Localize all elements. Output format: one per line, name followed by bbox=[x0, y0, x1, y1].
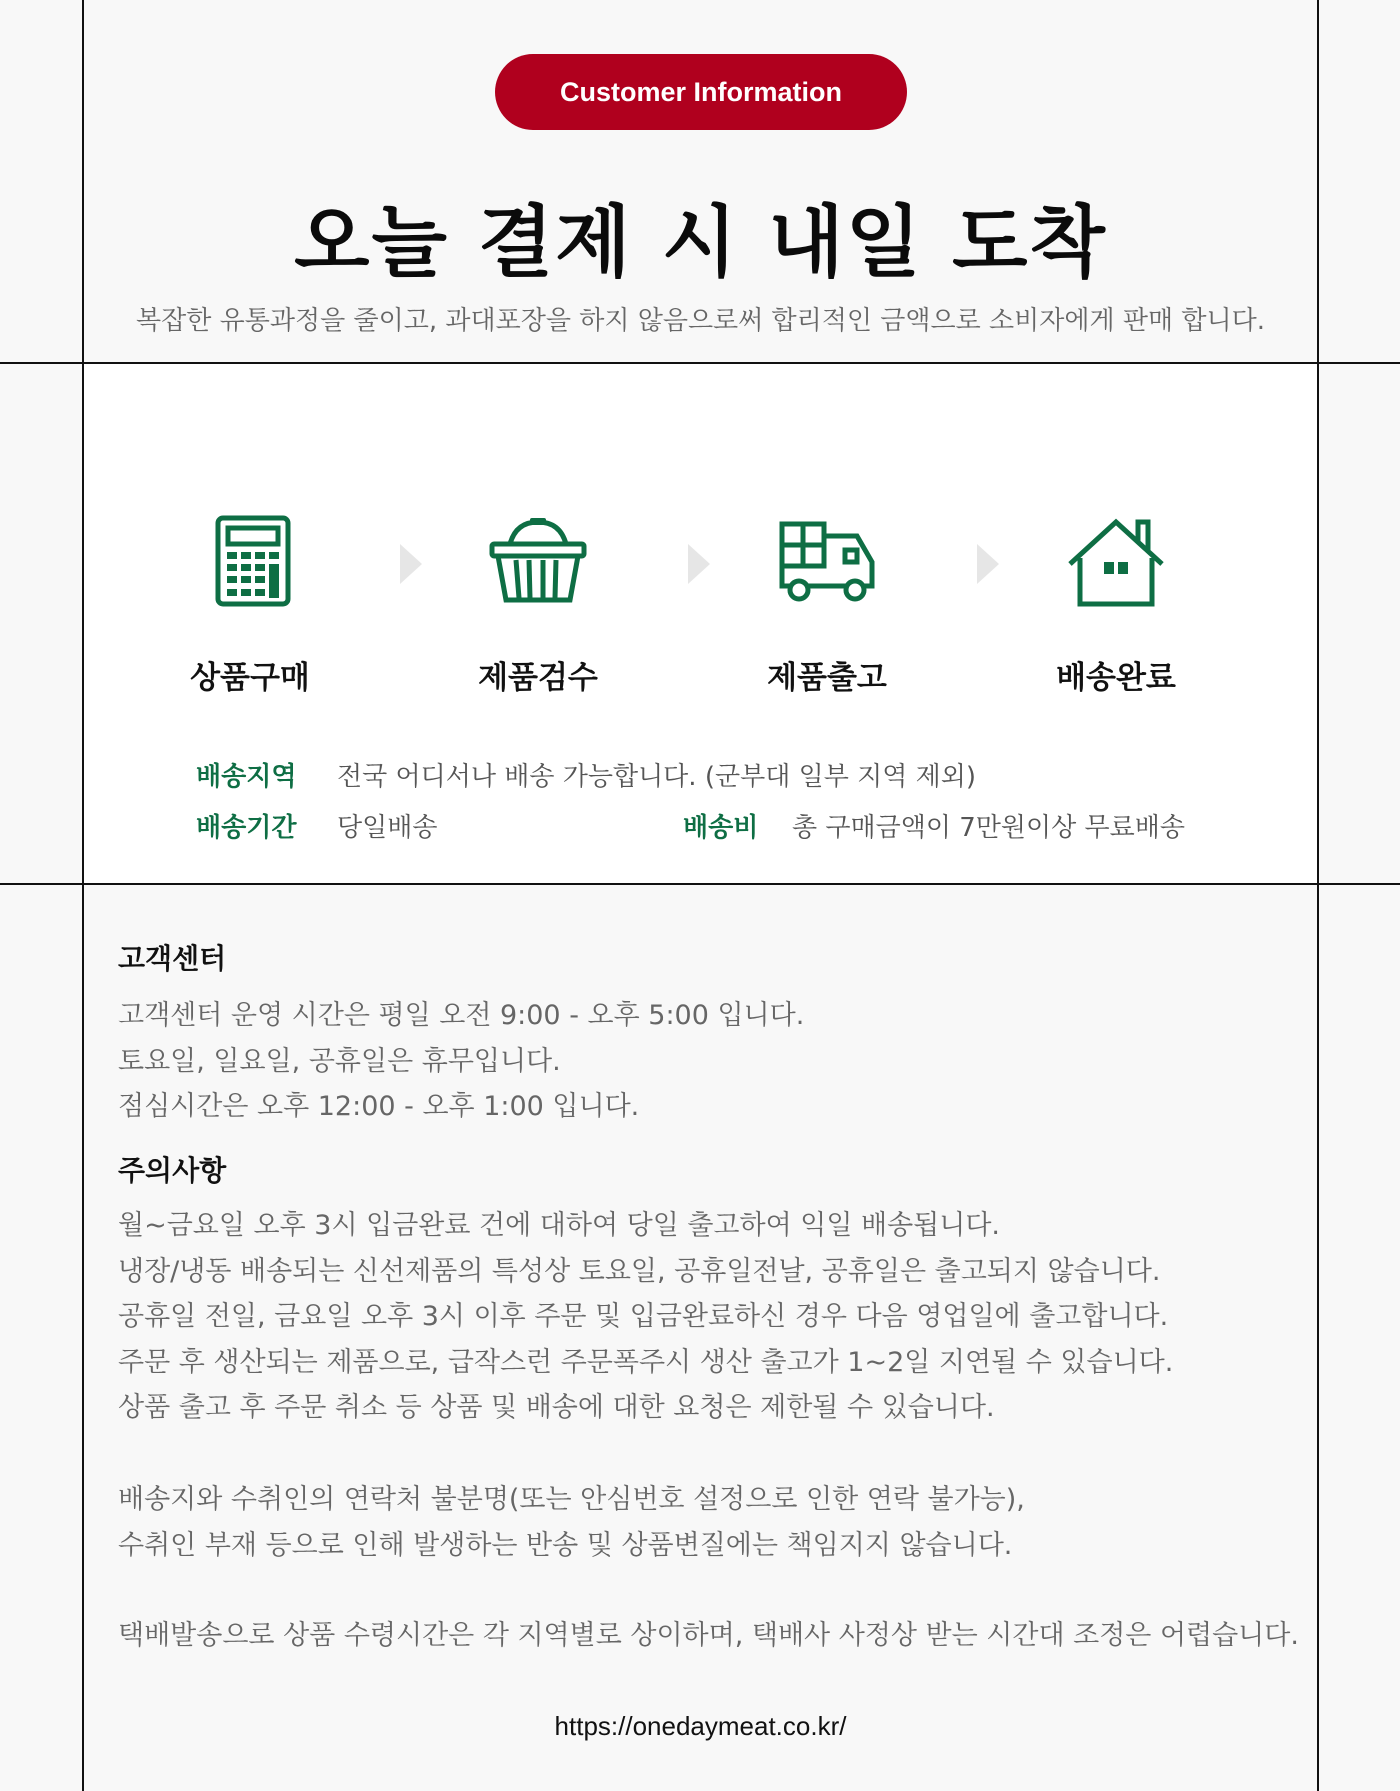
notice-line: 냉장/냉동 배송되는 신선제품의 특성상 토요일, 공휴일전날, 공휴일은 출고되지 않습니다. bbox=[118, 1255, 1161, 1287]
notice-text bbox=[118, 1203, 1173, 1431]
timing-line: 택배발송으로 상품 수령시간은 각 지역별로 상이하며, 택배사 사정상 받는 시간대 조정은 어렵습니다. bbox=[118, 1620, 1299, 1651]
step-arrow-icon bbox=[400, 544, 422, 584]
right-border-line bbox=[1317, 0, 1319, 1791]
basket-icon bbox=[488, 514, 588, 614]
responsibility-text bbox=[118, 1477, 1025, 1568]
notice-line: 상품 출고 후 주문 취소 등 상품 및 배송에 대한 요청은 제한될 수 있습니다. bbox=[118, 1392, 995, 1423]
delivery-fee-row bbox=[683, 807, 1185, 844]
customer-center-line: 토요일, 일요일, 공휴일은 휴무입니다. bbox=[118, 1045, 561, 1077]
notice-line: 공휴일 전일, 금요일 오후 3시 이후 주문 및 입금완료하신 경우 다음 영업일에 출고합니다. bbox=[118, 1301, 1169, 1332]
step-label: 상품구매 bbox=[190, 660, 310, 696]
page-title: 오늘 결제 시 내일 도착 bbox=[294, 198, 1107, 288]
customer-center-line: 고객센터 운영 시간은 평일 오전 9:00 - 오후 5:00 입니다. bbox=[118, 1000, 805, 1031]
delivery-period-value: 당일배송 bbox=[337, 813, 438, 843]
step-arrow-icon bbox=[977, 544, 999, 584]
house-icon bbox=[1066, 514, 1166, 614]
notice-line: 월~금요일 오후 3시 입금완료 건에 대하여 당일 출고하여 익일 배송됩니다. bbox=[118, 1210, 1001, 1241]
step-arrow-icon bbox=[688, 544, 710, 584]
calculator-icon bbox=[200, 514, 300, 614]
step-purchase bbox=[140, 514, 360, 697]
responsibility-line: 수취인 부재 등으로 인해 발생하는 반송 및 상품변질에는 책임지지 않습니다. bbox=[118, 1529, 1013, 1561]
step-label: 제품검수 bbox=[478, 660, 598, 696]
customer-center-title: 고객센터 bbox=[118, 942, 227, 975]
website-url-link[interactable]: https://onedaymeat.co.kr/ bbox=[554, 1711, 847, 1741]
page-subtitle: 복잡한 유통과정을 줄이고, 과대포장을 하지 않음으로써 합리적인 금액으로 소비자에게 판매 합니다. bbox=[136, 306, 1265, 336]
notice-line: 주문 후 생산되는 제품으로, 급작스런 주문폭주시 생산 출고가 1~2일 지연될 수 있습니다. bbox=[118, 1346, 1174, 1378]
delivery-truck-icon bbox=[777, 514, 877, 614]
delivery-fee-label: 배송비 bbox=[683, 813, 759, 843]
delivery-region-label: 배송지역 bbox=[196, 762, 297, 792]
responsibility-line: 배송지와 수취인의 연락처 불분명(또는 안심번호 설정으로 인한 연락 불가능), bbox=[118, 1484, 1025, 1515]
header-section bbox=[84, 0, 1317, 362]
step-inspection bbox=[428, 514, 648, 697]
delivery-fee-value: 총 구매금액이 7만원이상 무료배송 bbox=[792, 813, 1185, 843]
step-label: 배송완료 bbox=[1056, 660, 1176, 696]
delivery-process-section bbox=[84, 364, 1317, 883]
customer-information-badge: Customer Information bbox=[495, 54, 907, 130]
customer-center-line: 점심시간은 오후 12:00 - 오후 1:00 입니다. bbox=[118, 1091, 640, 1122]
notice-section bbox=[84, 885, 1317, 1791]
notice-title: 주의사항 bbox=[118, 1154, 227, 1187]
customer-center-text bbox=[118, 993, 804, 1130]
delivery-period-label: 배송기간 bbox=[196, 813, 297, 843]
delivery-region-value: 전국 어디서나 배송 가능합니다. (군부대 일부 지역 제외) bbox=[337, 762, 976, 792]
step-delivered bbox=[1006, 514, 1226, 697]
delivery-period-row bbox=[196, 807, 437, 844]
step-shipping bbox=[717, 514, 937, 697]
delivery-timing-text bbox=[118, 1613, 1299, 1659]
step-label: 제품출고 bbox=[767, 660, 887, 696]
delivery-region-row bbox=[196, 756, 976, 793]
